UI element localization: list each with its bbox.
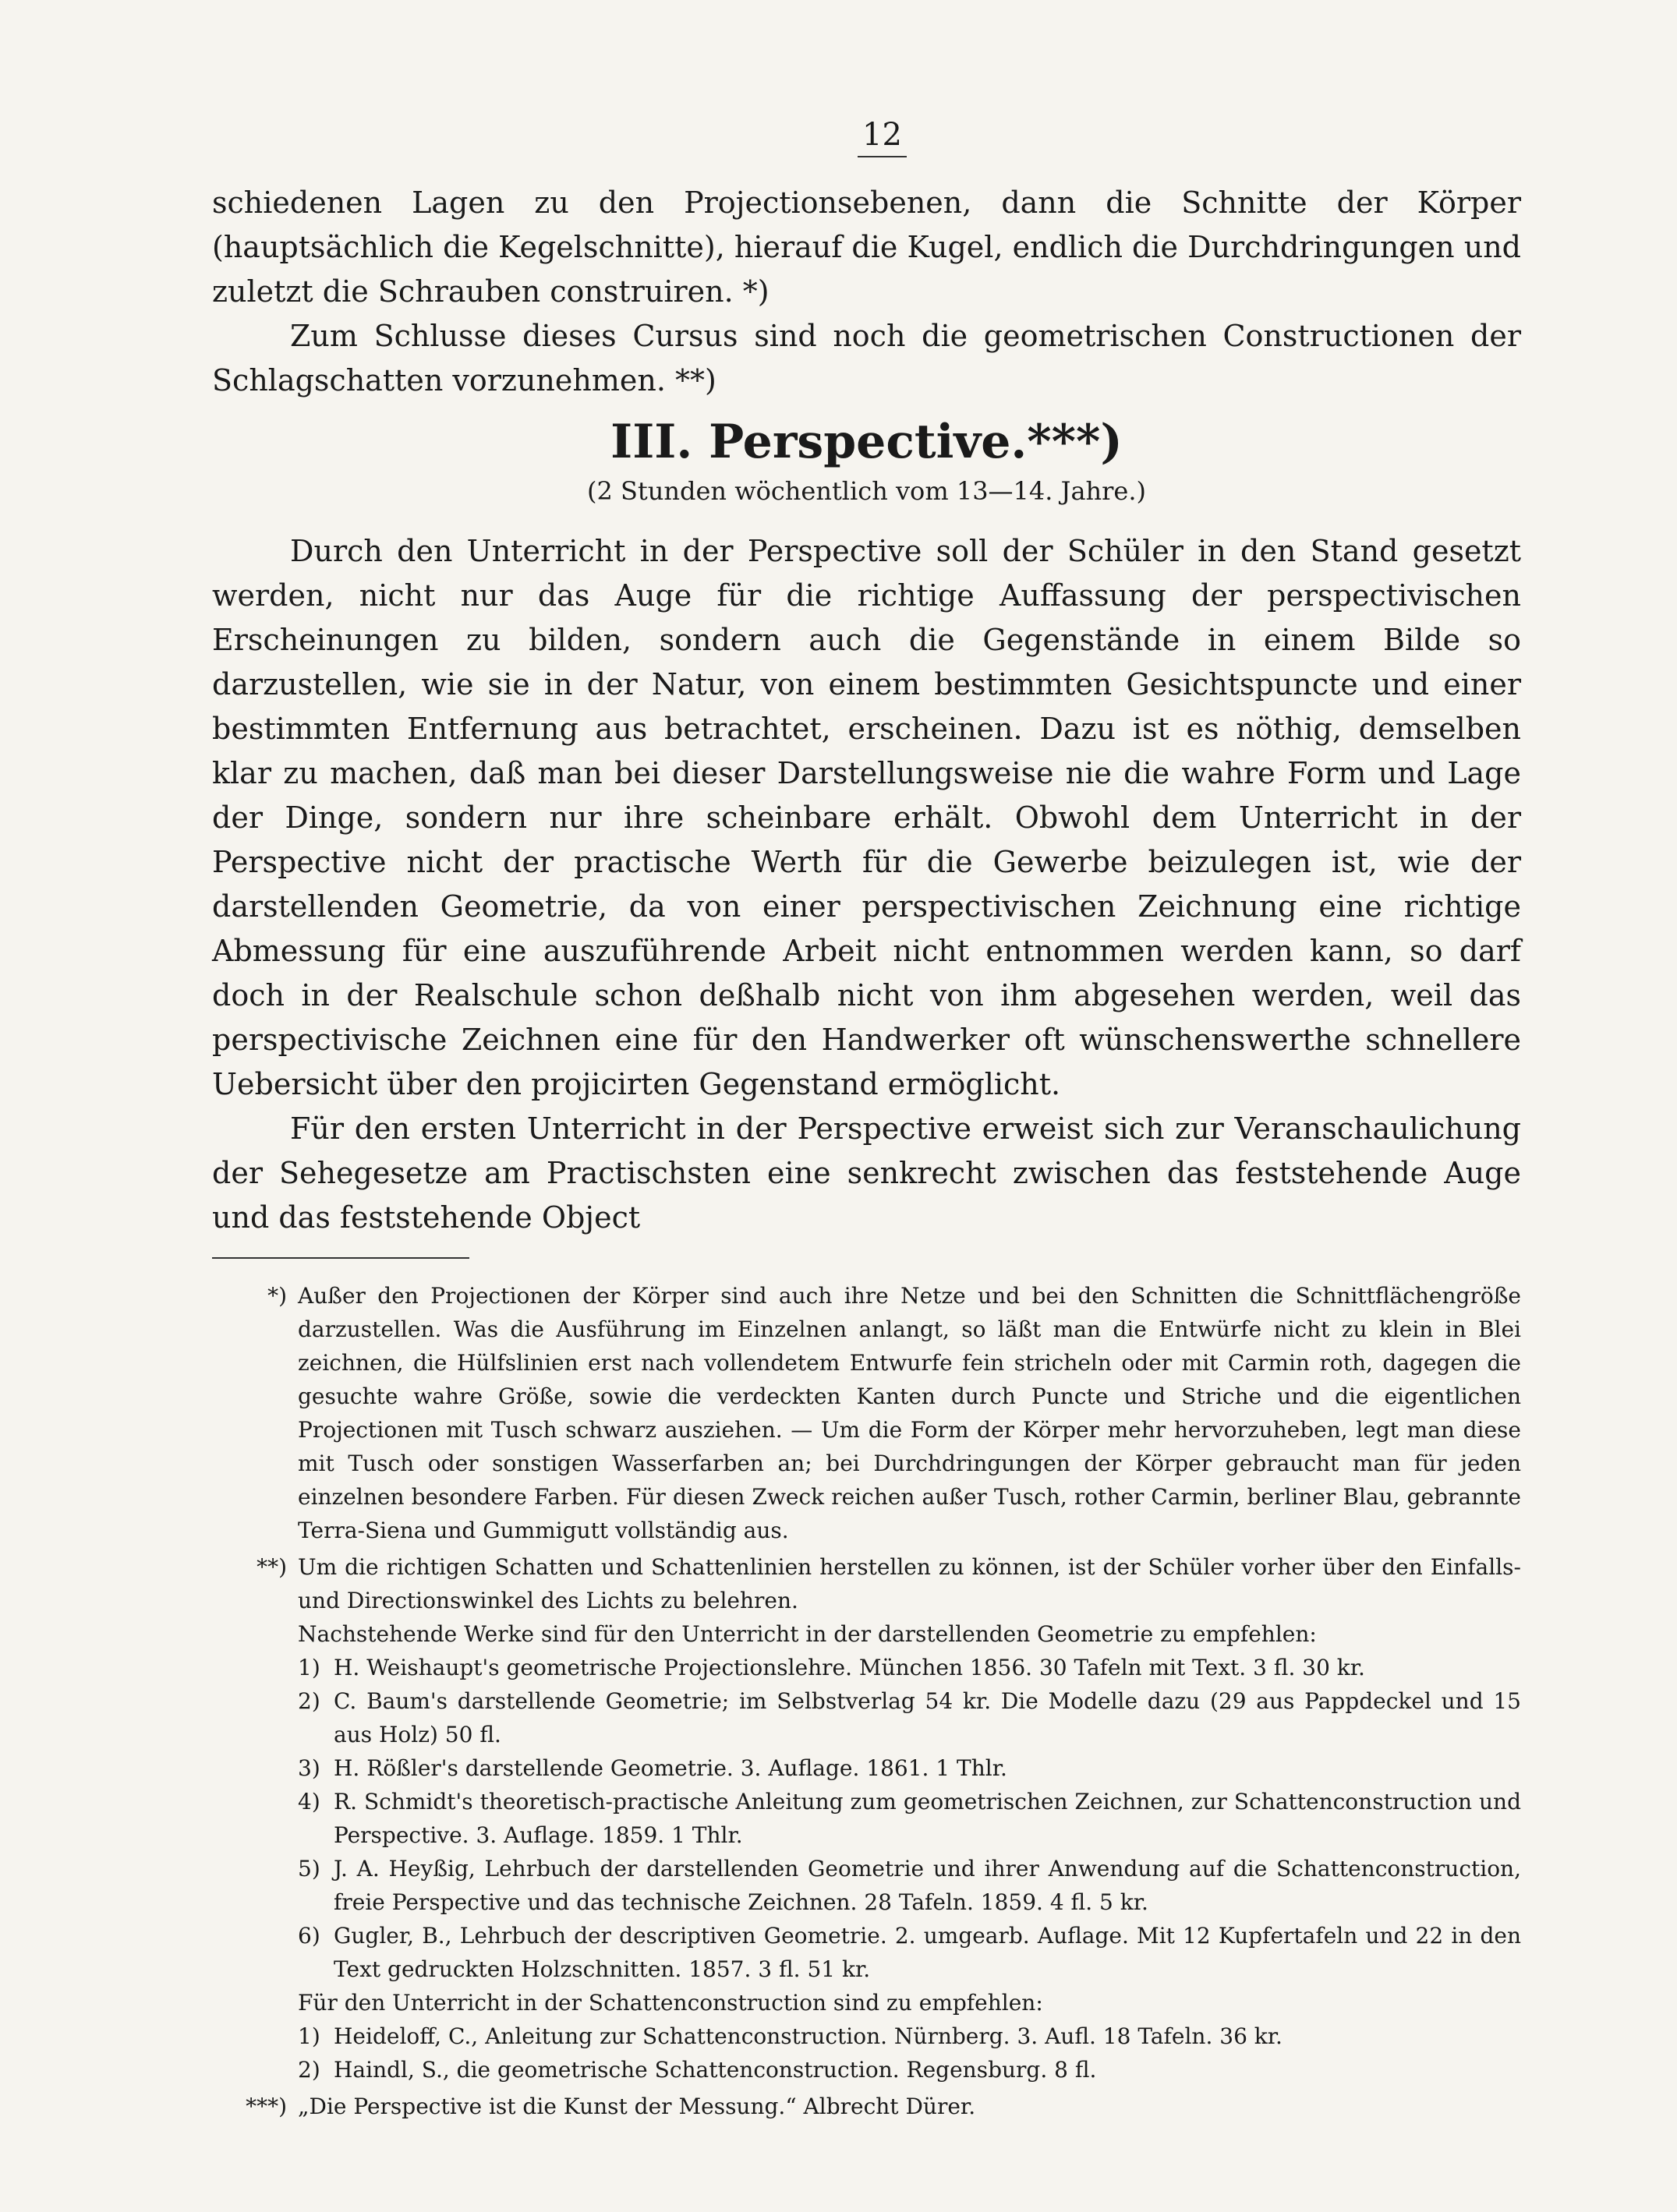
works-intro: Nachstehende Werke sind für den Unterricht in der darstellenden Geometrie zu empfehlen: (298, 1621, 1317, 1647)
page-number-text: 12 (858, 117, 907, 157)
second-paragraph: Zum Schlusse dieses Cursus sind noch die geometrischen Constructionen der Schlagschatten vorzunehmen. **) (212, 319, 1521, 398)
list-item-text: Gugler, B., Lehrbuch der descriptiven Geometrie. 2. umgearb. Auflage. Mit 12 Kupfertafeln und 22 in den Text gedruckten Holzschnitten. 1857. 3 fl. 51 kr. (334, 1923, 1521, 1982)
main-paragraph-2: Für den ersten Unterricht in der Perspective erweist sich zur Veranschaulichung der Sehegesetze am Practischsten eine senkrecht zwischen das feststehende Auge und das feststehende Object (212, 1111, 1521, 1235)
footnote-1-mark: *) (267, 1283, 287, 1309)
list-item (298, 1751, 1521, 1785)
list-item-text: Heideloff, C., Anleitung zur Schattenconstruction. Nürnberg. 3. Aufl. 18 Tafeln. 36 kr. (334, 2023, 1283, 2049)
list-item-text: Haindl, S., die geometrische Schattenconstruction. Regensburg. 8 fl. (334, 2057, 1097, 2083)
footnote-2 (212, 1550, 1521, 2087)
list-item-text: R. Schmidt's theoretisch-practische Anleitung zum geometrischen Zeichnen, zur Schattenconstruction und Perspective. 3. Auflage. 1859. 1 Thlr. (334, 1789, 1521, 1848)
list-item (298, 1852, 1521, 1919)
list-item (298, 2019, 1521, 2053)
footnote-3-mark: ***) (246, 2094, 287, 2119)
list-item-number: 3) (298, 1755, 320, 1781)
list-item-number: 2) (298, 1688, 320, 1714)
list-item (298, 1651, 1521, 1684)
footnote-1 (212, 1279, 1521, 1547)
list-item (298, 1684, 1521, 1751)
list-item-number: 2) (298, 2057, 320, 2083)
footnote-divider (212, 1257, 469, 1259)
intro-paragraph: schiedenen Lagen zu den Projectionsebenen, dann die Schnitte der Körper (hauptsächlich die Kegelschnitte), hierauf die Kugel, endlich die Durchdringungen und zuletzt die Schrauben construiren. *) (212, 186, 1521, 309)
footnote-3-text: „Die Perspective ist die Kunst der Messung.“ Albrecht Dürer. (298, 2094, 976, 2119)
footnote-2-mark: **) (257, 1554, 287, 1580)
main-paragraph-1: Durch den Unterricht in der Perspective soll der Schüler in den Stand gesetzt werden, nicht nur das Auge für die richtige Auffassung der perspectivischen Erscheinungen zu bilden, sondern auch die Gegenstände in einem Bilde so darzustellen, wie sie in der Natur, von einem bestimmten Gesichtspuncte und einer bestimmten Entfernung aus betrachtet, erscheinen. Dazu ist es nöthig, demselben klar zu machen, daß man bei dieser Darstellungsweise nie die wahre Form und Lage der Dinge, sondern nur ihre scheinbare erhält. Obwohl dem Unterricht in der Perspective nicht der practische Werth für die Gewerbe beizulegen ist, wie der darstellenden Geometrie, da von einer perspectivischen Zeichnung eine richtige Abmessung für eine auszuführende Arbeit nicht entnommen werden kann, so darf doch in der Realschule schon deßhalb nicht von ihm abgesehen werden, weil das perspectivische Zeichnen eine für den Handwerker oft wünschenswerthe schnellere Uebersicht über den projicirten Gegenstand ermöglicht. (212, 534, 1521, 1101)
list-item-text: H. Rößler's darstellende Geometrie. 3. Auflage. 1861. 1 Thlr. (334, 1755, 1007, 1781)
list-item (298, 1785, 1521, 1852)
list-item-number: 1) (298, 1655, 320, 1680)
list-item-number: 1) (298, 2023, 320, 2049)
list-item-number: 5) (298, 1856, 320, 1882)
page-number (212, 117, 1521, 153)
list-item (298, 2053, 1521, 2087)
list-item-text: J. A. Heyßig, Lehrbuch der darstellenden Geometrie und ihrer Anwendung auf die Schattenconstruction, freie Perspective und das technische Zeichnen. 28 Tafeln. 1859. 4 fl. 5 kr. (334, 1856, 1521, 1915)
footnote-3 (212, 2090, 1521, 2123)
body-text (212, 181, 1521, 1240)
list-item-number: 6) (298, 1923, 320, 1949)
list-item-number: 4) (298, 1789, 320, 1814)
footnote-2-text: Um die richtigen Schatten und Schattenlinien herstellen zu können, ist der Schüler vorher über den Einfalls- und Directionswinkel des Lichts zu belehren. (298, 1554, 1521, 1613)
list-item-text: H. Weishaupt's geometrische Projectionslehre. München 1856. 30 Tafeln mit Text. 3 fl. 30 kr. (334, 1655, 1365, 1680)
list-item (298, 1919, 1521, 1986)
shadow-works-intro: Für den Unterricht in der Schattenconstruction sind zu empfehlen: (298, 1990, 1043, 2016)
list-item-text: C. Baum's darstellende Geometrie; im Selbstverlag 54 kr. Die Modelle dazu (29 aus Pappdeckel und 15 aus Holz) 50 fl. (334, 1688, 1521, 1747)
footnotes (212, 1279, 1521, 2123)
section-subheading: (2 Stunden wöchentlich vom 13—14. Jahre.) (586, 476, 1147, 506)
section-heading: III. Perspective.***) (610, 415, 1123, 469)
footnote-1-text: Außer den Projectionen der Körper sind auch ihre Netze und bei den Schnitten die Schnittflächengröße darzustellen. Was die Ausführung im Einzelnen anlangt, so läßt man die Entwürfe nicht zu klein in Blei zeichnen, die Hülfslinien erst nach vollendetem Entwurfe fein stricheln oder mit Carmin roth, dagegen die gesuchte wahre Größe, sowie die verdeckten Kanten durch Puncte und Striche und die eigentlichen Projectionen mit Tusch schwarz ausziehen. — Um die Form der Körper mehr hervorzuheben, legt man diese mit Tusch oder sonstigen Wasserfarben an; bei Durchdringungen der Körper gebraucht man für jeden einzelnen besondere Farben. Für diesen Zweck reichen außer Tusch, rother Carmin, berliner Blau, gebrannte Terra-Siena und Gummigutt vollständig aus. (298, 1283, 1521, 1543)
